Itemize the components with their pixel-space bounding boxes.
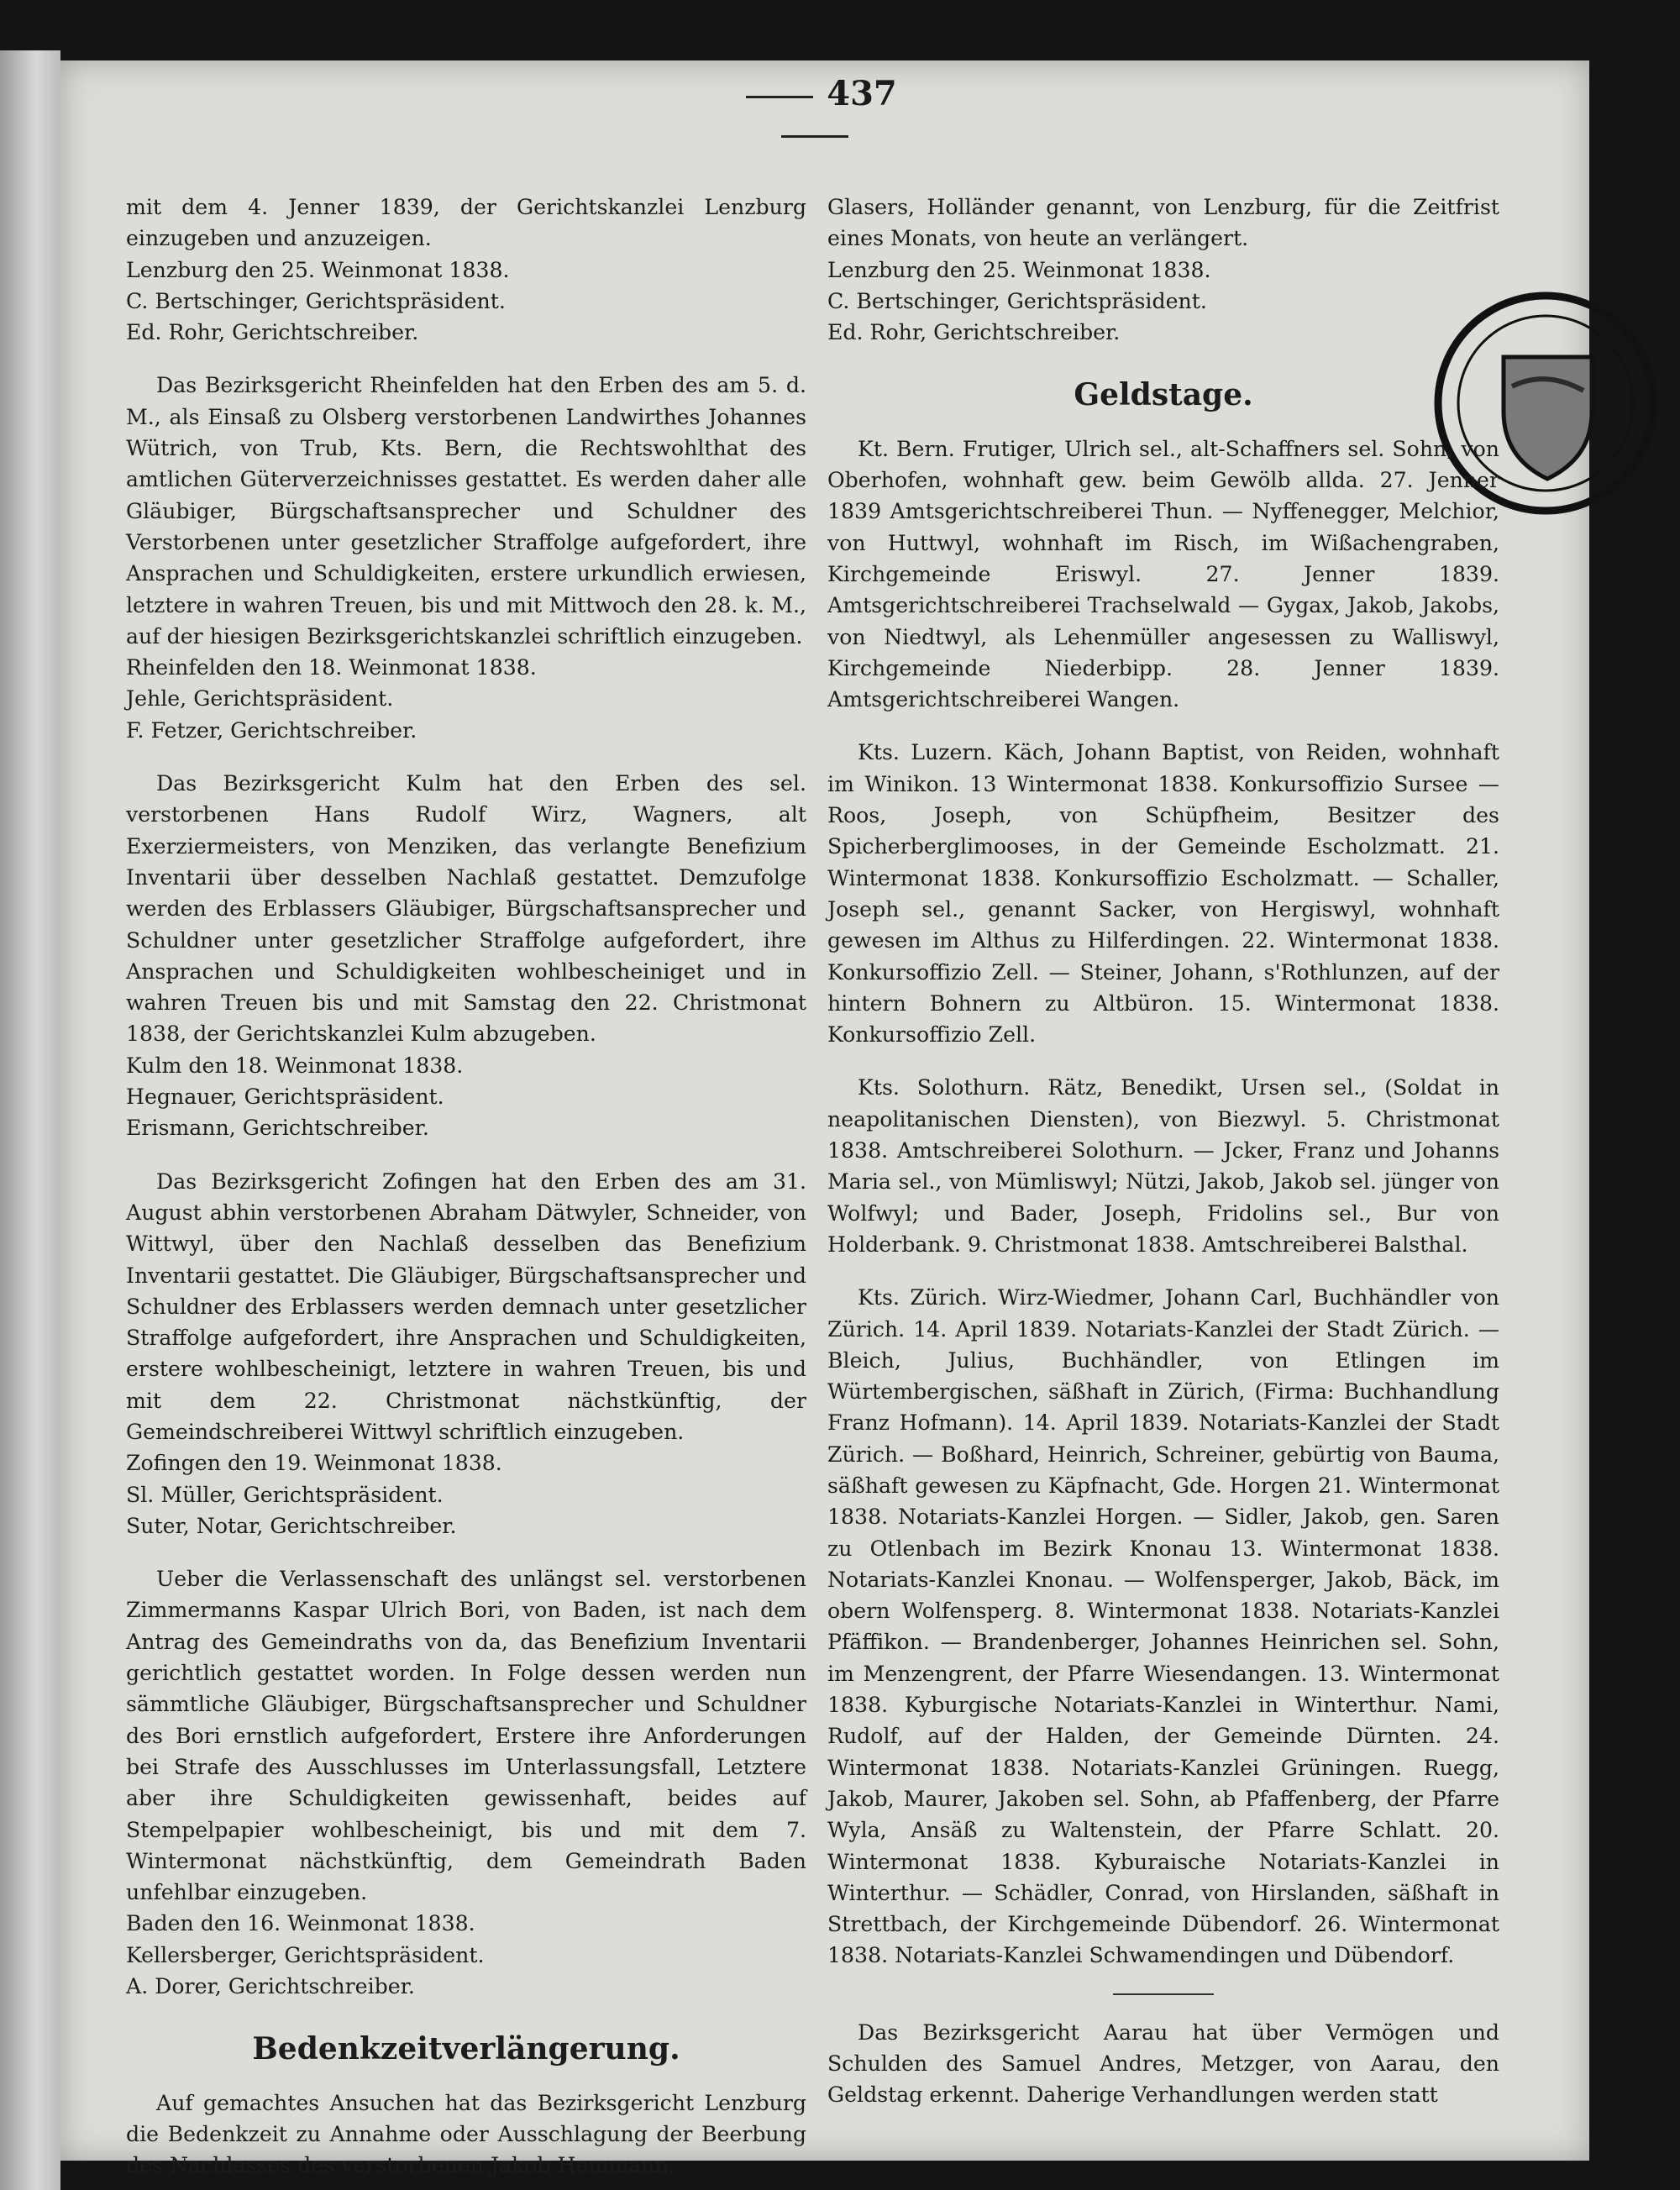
notice-date: Lenzburg den 25. Weinmonat 1838. (827, 257, 1211, 282)
notice-signature: Suter, Notar, Gerichtschreiber. (126, 1513, 457, 1538)
section-divider (1113, 1993, 1214, 1995)
page-number: 437 (689, 74, 941, 153)
notice-signature: Erismann, Gerichtschreiber. (126, 1116, 429, 1141)
geldstag-solothurn: Kts. Solothurn. Rätz, Benedikt, Ursen sel., (Soldat in neapolitanischen Diensten), von Biezwyl. 5. Christmonat 1838. Amtschreiberei Solothurn. — Jcker, Franz und Johanns Maria sel., von Mümliswyl; Nützi, Jakob, Jakob sel. jünger von Wolfwyl; und Bader, Joseph, Fridolins sel., Bur von Holderbank. 9. Christmonat 1838. Amtschreiberei Balsthal. (827, 1075, 1499, 1257)
notice-date: Lenzburg den 25. Weinmonat 1838. (126, 257, 510, 282)
notice-lenzburg-continued: Glasers, Holländer genannt, von Lenzburg, für die Zeitfrist eines Monats, von heute an verlängert. (827, 195, 1499, 251)
section-heading-bedenkzeit: Bedenkzeitverlängerung. (252, 2031, 680, 2067)
left-column (126, 192, 806, 2182)
notice-signature: Ed. Rohr, Gerichtschreiber. (126, 320, 419, 345)
notice-signature: Jehle, Gerichtspräsident. (126, 686, 394, 712)
notice-rheinfelden: Das Bezirksgericht Rheinfelden hat den Erben des am 5. d. M., als Einsaß zu Olsberg verstorbenen Landwirthes Johannes Wütrich, von Trub, Kts. Bern, die Rechtswohlthat des amtlichen Güterverzeichnisses gestattet. Es werden daher alle Gläubiger, Bürgschaftsansprecher und Schuldner des Verstorbenen unter gesetzlicher Straffolge aufgefordert, ihre Ansprachen und Schuldigkeiten, erstere urkundlich erwiesen, letztere in wahren Treuen, bis und mit Mittwoch den 28. k. M., auf der hiesigen Bezirksgerichtskanzlei schriftlich einzugeben. (126, 373, 806, 649)
notice-signature: Sl. Müller, Gerichtspräsident. (126, 1482, 444, 1507)
notice-signature: C. Bertschinger, Gerichtspräsident. (827, 288, 1207, 313)
notice-zofingen: Das Bezirksgericht Zofingen hat den Erben des am 31. August abhin verstorbenen Abraham Dätwyler, Schneider, von Wittwyl, über den Nachlaß desselben das Benefizium Inventarii gestattet. Die Gläubiger, Bürgschaftsansprecher und Schuldner des Erblassers werden demnach unter gesetzlicher Straffolge aufgefordert, ihre Ansprachen und Schuldigkeiten, erstere wohlbescheinigt, letztere in wahren Treuen, bis und mit dem 22. Christmonat nächstkünftig, der Gemeindschreiberei Wittwyl schriftlich einzugeben. (126, 1169, 806, 1444)
notice-kulm: Das Bezirksgericht Kulm hat den Erben des sel. verstorbenen Hans Rudolf Wirz, Wagners, alt Exerziermeisters, von Menziken, das verlangte Benefizium Inventarii über desselben Nachlaß gestattet. Demzufolge werden des Erblassers Gläubiger, Bürgschaftsansprecher und Schuldner unter gesetzlicher Straffolge aufgefordert, ihre Ansprachen und Schuldigkeiten wohlbescheiniget und in wahren Treuen bis und mit Samstag den 22. Christmonat 1838, der Gerichtskanzlei Kulm abzugeben. (126, 771, 806, 1047)
book-gutter-edge (0, 50, 60, 2190)
notice-signature: A. Dorer, Gerichtschreiber. (126, 1974, 415, 1999)
right-column (827, 192, 1499, 2111)
geldstag-zuerich: Kts. Zürich. Wirz-Wiedmer, Johann Carl, Buchhändler von Zürich. 14. April 1839. Notariats-Kanzlei der Stadt Zürich. — Bleich, Julius, Buchhändler, von Etlingen im Würtembergischen, säßhaft in Zürich, (Firma: Buchhandlung Franz Hofmann). 14. April 1839. Notariats-Kanzlei der Stadt Zürich. — Boßhard, Heinrich, Schreiner, gebürtig von Bauma, säßhaft gewesen zu Käpfnacht, Gde. Horgen 21. Wintermonat 1838. Notariats-Kanzlei Horgen. — Sidler, Jakob, gen. Saren zu Otlenbach im Bezirk Knonau 13. Wintermonat 1838. Notariats-Kanzlei Knonau. — Wolfensperger, Jakob, Bäck, im obern Wolfensperg. 8. Wintermonat 1838. Notariats-Kanzlei Pfäffikon. — Brandenberger, Johannes Heinrichen sel. Sohn, im Menzengrent, der Pfarre Wiesendangen. 13. Wintermonat 1838. Kyburgische Notariats-Kanzlei in Winterthur. Nami, Rudolf, auf der Halden, der Gemeinde Dürnten. 24. Wintermonat 1838. Notariats-Kanzlei Grüningen. Ruegg, Jakob, Maurer, Jakoben sel. Sohn, ab Pfaffenberg, der Pfarre Wyla, Ansäß zu Waltenstein, der Pfarre Schlatt. 20. Wintermonat 1838. Kyburaische Notariats-Kanzlei in Winterthur. — Schädler, Conrad, von Hirslanden, säßhaft in Strettbach, der Kirchgemeinde Dübendorf. 26. Wintermonat 1838. Notariats-Kanzlei Schwamendingen und Dübendorf. (827, 1285, 1499, 1968)
notice-lenzburg-end: mit dem 4. Jenner 1839, der Gerichtskanzlei Lenzburg einzugeben und anzuzeigen. (126, 195, 806, 251)
notice-date: Kulm den 18. Weinmonat 1838. (126, 1053, 464, 1078)
notice-signature: Hegnauer, Gerichtspräsident. (126, 1084, 444, 1110)
notice-signature: Kellersberger, Gerichtspräsident. (126, 1942, 485, 1967)
notice-date: Zofingen den 19. Weinmonat 1838. (126, 1451, 502, 1476)
notice-signature: C. Bertschinger, Gerichtspräsident. (126, 288, 506, 313)
notice-signature: Ed. Rohr, Gerichtschreiber. (827, 320, 1121, 345)
geldstag-aarau: Das Bezirksgericht Aarau hat über Vermögen und Schulden des Samuel Andres, Metzger, von Aarau, den Geldstag erkennt. Daherige Verhandlungen werden statt (827, 2019, 1499, 2108)
notice-lenzburg-bedenkzeit: Auf gemachtes Ansuchen hat das Bezirksgericht Lenzburg die Bedenkzeit zu Annahme oder Ausschlagung der Beerbung des Nachlasses des verstorbenen Jakob Hemmann, (126, 2090, 806, 2178)
notice-date: Rheinfelden den 18. Weinmonat 1838. (126, 655, 537, 680)
notice-date: Baden den 16. Weinmonat 1838. (126, 1911, 475, 1936)
geldstag-bern: Kt. Bern. Frutiger, Ulrich sel., alt-Schaffners sel. Sohn, von Oberhofen, wohnhaft gew. beim Gewölb allda. 27. Jenner 1839 Amtsgerichtschreiberei Thun. — Nyffenegger, Melchior, von Huttwyl, wohnhaft im Risch, im Wißachengraben, Kirchgemeinde Eriswyl. 27. Jenner 1839. Amtsgerichtschreiberei Trachselwald — Gygax, Jakob, Jakobs, von Niedtwyl, als Lehenmüller angesessen zu Walliswyl, Kirchgemeinde Niederbipp. 28. Jenner 1839. Amtsgerichtschreiberei Wangen. (827, 436, 1499, 712)
notice-signature: F. Fetzer, Gerichtschreiber. (126, 717, 417, 743)
section-heading-geldstage: Geldstage. (1074, 377, 1253, 413)
geldstag-luzern: Kts. Luzern. Käch, Johann Baptist, von Reiden, wohnhaft im Winikon. 13 Wintermonat 1838. Konkursoffizio Sursee — Roos, Joseph, von Schüpfheim, Besitzer des Spicherberglimooses, in der Gemeinde Escholzmatt. 21. Wintermonat 1838. Konkursoffizio Escholzmatt. — Schaller, Joseph sel., genannt Sacker, von Hergiswyl, wohnhaft gewesen im Althus zu Hilferdingen. 22. Wintermonat 1838. Konkursoffizio Zell. — Steiner, Johann, s'Rothlunzen, auf der hintern Bohnern zu Altbüron. 15. Wintermonat 1838. Konkursoffizio Zell. (827, 740, 1499, 1048)
notice-baden: Ueber die Verlassenschaft des unlängst sel. verstorbenen Zimmermanns Kaspar Ulrich Bori, von Baden, ist nach dem Antrag des Gemeindraths von da, das Benefizium Inventarii gerichtlich gestattet worden. In Folge dessen werden nun sämmtliche Gläubiger, Bürgschaftsansprecher und Schuldner des Bori ernstlich aufgefordert, Erstere ihre Anforderungen bei Strafe des Ausschlusses im Unterlassungsfall, Letztere aber ihre Schuldigkeiten gewissenhaft, beides auf Stempelpapier wohlbescheinigt, bis und mit dem 7. Wintermonat nächstkünftig, dem Gemeindrath Baden unfehlbar einzugeben. (126, 1567, 806, 1905)
